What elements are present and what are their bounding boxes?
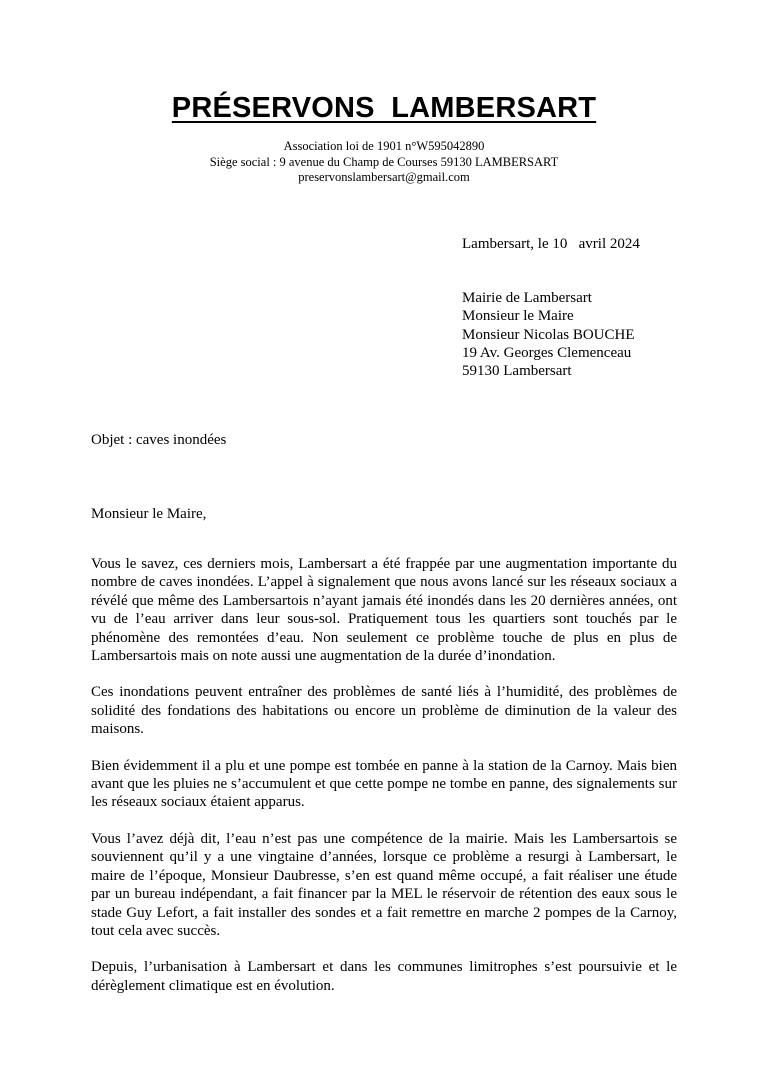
letter-subject: Objet : caves inondées: [91, 432, 227, 448]
recipient-line: Mairie de Lambersart: [462, 290, 592, 306]
recipient-line: 59130 Lambersart: [462, 363, 572, 380]
letter-body: [91, 555, 677, 1013]
body-paragraph: Depuis, l’urbanisation à Lambersart et dans les communes limitrophes s’est poursuivie et le dérèglement climatique est en évolution.: [91, 959, 677, 994]
letterhead-details: [0, 139, 768, 186]
letterhead-title: PRÉSERVONS LAMBERSART: [171, 92, 597, 124]
recipient-line: Monsieur Nicolas BOUCHE: [462, 326, 635, 343]
letterhead-title-block: [0, 92, 768, 125]
recipient-line: Monsieur le Maire: [462, 308, 574, 325]
letter-salutation: Monsieur le Maire,: [91, 506, 207, 522]
association-registration: Association loi de 1901 n°W595042890: [283, 139, 485, 153]
body-paragraph: Vous l’avez déjà dit, l’eau n’est pas une compétence de la mairie. Mais les Lambersartois se souviennent qu’il y a une vingtaine d’années, lorsque ce problème a resurgi à Lambersart, le maire de l’époque, Monsieur Daubresse, s’en est quand même occupé, a fait réaliser une étude par un bureau indépendant, a fait financer par la MEL le réservoir de rétention des eaux sous le stade Guy Lefort, a fait installer des sondes et a fait remettre en marche 2 pompes de la Carnoy, tout cela avec succès.: [91, 830, 677, 939]
body-paragraph: Ces inondations peuvent entraîner des problèmes de santé liés à l’humidité, des problèmes de solidité des fondations des habitations ou encore un problème de diminution de la valeur des maisons.: [91, 684, 677, 738]
body-paragraph: Bien évidemment il a plu et une pompe est tombée en panne à la station de la Carnoy. Mais bien avant que les pluies ne s’accumulent et que cette pompe ne tombe en panne, des signalements sur les réseaux sociaux étaient apparus.: [91, 757, 677, 811]
body-paragraph: Vous le savez, ces derniers mois, Lambersart a été frappée par une augmentation importante du nombre de caves inondées. L’appel à signalement que nous avons lancé sur les réseaux sociaux a révélé que même des Lambersartois n’ayant jamais été inondés dans les 20 dernières années, ont vu de l’eau arriver dans leur sous-sol. Pratiquement tous les quartiers sont touchés par le phénomène des remontées d’eau. Non seulement ce problème touche de plus en plus de Lambersartois mais on note aussi une augmentation de la durée d’inondation.: [91, 556, 677, 665]
letter-date: Lambersart, le 10 avril 2024: [462, 236, 640, 252]
headquarters-address: Siège social : 9 avenue du Champ de Courses 59130 LAMBERSART: [209, 154, 559, 169]
recipient-address-block: [462, 289, 635, 380]
recipient-line: 19 Av. Georges Clemenceau: [462, 344, 632, 361]
association-email: preservonslambersart@gmail.com: [298, 170, 470, 184]
